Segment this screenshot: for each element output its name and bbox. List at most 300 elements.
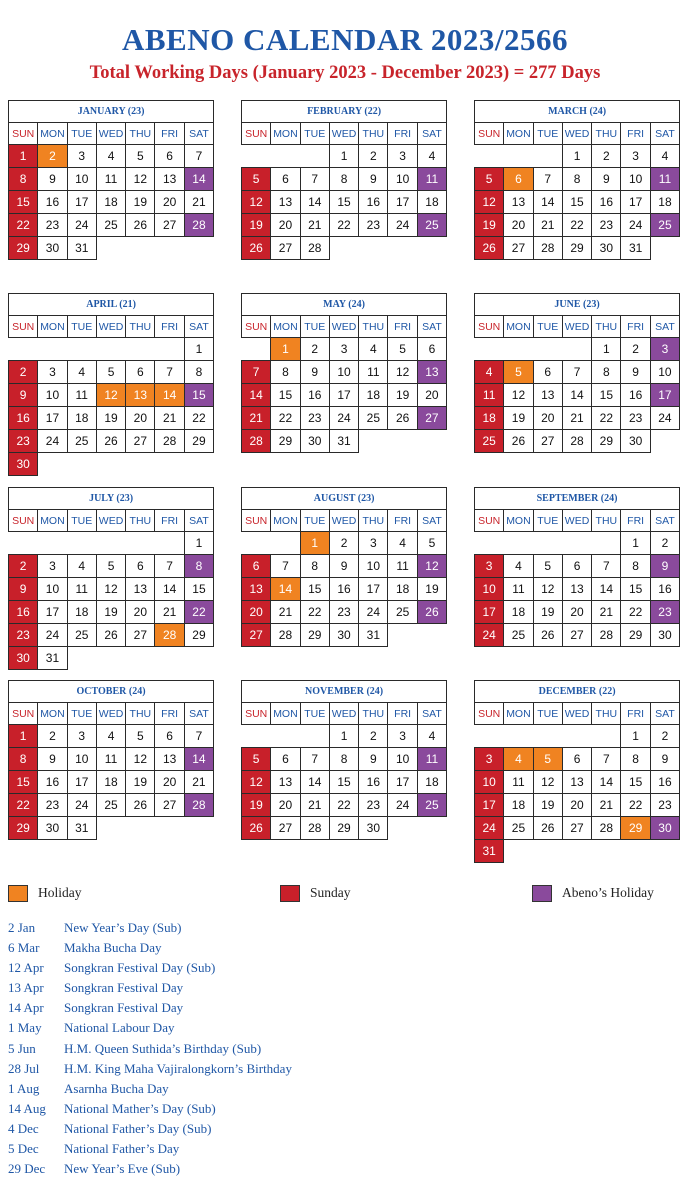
day-cell: 6 bbox=[126, 361, 155, 384]
day-cell: 2 bbox=[38, 725, 67, 748]
day-cell: 26 bbox=[126, 794, 155, 817]
weekday-header: MON bbox=[271, 510, 300, 532]
day-cell: 19 bbox=[126, 771, 155, 794]
day-cell: 5 bbox=[242, 168, 271, 191]
day-cell: 30 bbox=[300, 430, 329, 453]
day-cell: 17 bbox=[475, 794, 504, 817]
day-cell: 8 bbox=[329, 168, 358, 191]
weekday-header: SUN bbox=[242, 510, 271, 532]
day-cell: 18 bbox=[417, 191, 446, 214]
day-cell: 20 bbox=[155, 191, 184, 214]
day-cell: 13 bbox=[562, 578, 591, 601]
day-cell: 25 bbox=[504, 624, 533, 647]
day-cell: 31 bbox=[38, 647, 67, 670]
day-cell: 24 bbox=[475, 817, 504, 840]
month-1 bbox=[241, 100, 446, 260]
holiday-row bbox=[8, 918, 292, 938]
legend-sunday bbox=[280, 883, 351, 903]
day-cell: 8 bbox=[184, 555, 213, 578]
day-cell: 3 bbox=[388, 145, 417, 168]
day-cell: 19 bbox=[242, 794, 271, 817]
weekday-header: THU bbox=[126, 123, 155, 145]
day-cell: 15 bbox=[9, 771, 38, 794]
day-cell: 23 bbox=[329, 601, 358, 624]
day-cell: 18 bbox=[650, 191, 679, 214]
day-cell: 28 bbox=[592, 817, 621, 840]
weekday-header: THU bbox=[592, 123, 621, 145]
day-cell: 18 bbox=[504, 794, 533, 817]
weekday-header: WED bbox=[96, 123, 125, 145]
weekday-header: WED bbox=[562, 316, 591, 338]
day-cell: 7 bbox=[184, 145, 213, 168]
day-cell: 20 bbox=[271, 794, 300, 817]
day-cell: 23 bbox=[38, 214, 67, 237]
day-cell: 25 bbox=[96, 214, 125, 237]
day-cell: 28 bbox=[592, 624, 621, 647]
day-cell: 18 bbox=[96, 191, 125, 214]
day-cell: 22 bbox=[9, 794, 38, 817]
day-cell: 3 bbox=[388, 725, 417, 748]
abeno-swatch bbox=[532, 885, 552, 902]
day-cell: 29 bbox=[184, 624, 213, 647]
day-cell: 30 bbox=[9, 647, 38, 670]
weekday-header: FRI bbox=[155, 510, 184, 532]
day-cell: 19 bbox=[533, 794, 562, 817]
weekday-header: SUN bbox=[242, 123, 271, 145]
weekday-header: FRI bbox=[621, 510, 650, 532]
day-cell: 20 bbox=[155, 771, 184, 794]
day-cell: 15 bbox=[592, 384, 621, 407]
day-cell: 25 bbox=[388, 601, 417, 624]
day-cell: 16 bbox=[38, 191, 67, 214]
month-title: APRIL (21) bbox=[9, 294, 214, 316]
month-title: JUNE (23) bbox=[475, 294, 680, 316]
day-cell: 21 bbox=[300, 214, 329, 237]
day-cell: 17 bbox=[359, 578, 388, 601]
holiday-name: Songkran Festival Day bbox=[64, 1000, 184, 1016]
day-cell: 27 bbox=[562, 624, 591, 647]
day-cell: 23 bbox=[621, 407, 650, 430]
month-title: DECEMBER (22) bbox=[475, 681, 680, 703]
day-cell: 1 bbox=[9, 725, 38, 748]
holiday-date: 1 Aug bbox=[8, 1080, 40, 1096]
holiday-date: 5 Jun bbox=[8, 1040, 36, 1056]
sunday-swatch bbox=[280, 885, 300, 902]
day-cell: 5 bbox=[96, 361, 125, 384]
day-cell: 16 bbox=[650, 578, 679, 601]
weekday-header: THU bbox=[359, 316, 388, 338]
day-cell: 23 bbox=[300, 407, 329, 430]
holiday-name: H.M. King Maha Vajiralongkorn’s Birthday bbox=[64, 1060, 292, 1076]
weekday-header: SAT bbox=[184, 703, 213, 725]
legend-abeno-label: Abeno’s Holiday bbox=[562, 885, 654, 900]
day-cell: 22 bbox=[329, 214, 358, 237]
day-cell: 8 bbox=[184, 361, 213, 384]
day-cell: 4 bbox=[96, 145, 125, 168]
day-cell: 16 bbox=[650, 771, 679, 794]
weekday-header: SAT bbox=[417, 123, 446, 145]
day-cell: 28 bbox=[562, 430, 591, 453]
month-9 bbox=[8, 680, 213, 840]
month-title: MAY (24) bbox=[242, 294, 447, 316]
day-cell: 7 bbox=[155, 361, 184, 384]
day-cell: 9 bbox=[300, 361, 329, 384]
day-cell: 25 bbox=[67, 624, 96, 647]
day-cell: 24 bbox=[388, 214, 417, 237]
day-cell: 22 bbox=[562, 214, 591, 237]
day-cell: 5 bbox=[417, 532, 446, 555]
day-cell: 20 bbox=[533, 407, 562, 430]
weekday-header: THU bbox=[592, 703, 621, 725]
calendar-title: ABENO CALENDAR 2023/2566 bbox=[121, 22, 569, 57]
day-cell: 20 bbox=[126, 601, 155, 624]
day-cell: 3 bbox=[329, 338, 358, 361]
weekday-header: TUE bbox=[533, 510, 562, 532]
day-cell: 28 bbox=[242, 430, 271, 453]
day-cell: 3 bbox=[38, 361, 67, 384]
day-cell: 14 bbox=[592, 578, 621, 601]
day-cell: 14 bbox=[562, 384, 591, 407]
day-cell: 1 bbox=[300, 532, 329, 555]
day-cell: 16 bbox=[9, 407, 38, 430]
day-cell: 9 bbox=[650, 748, 679, 771]
day-cell: 11 bbox=[388, 555, 417, 578]
weekday-header: MON bbox=[504, 316, 533, 338]
day-cell: 25 bbox=[96, 794, 125, 817]
day-cell: 29 bbox=[329, 817, 358, 840]
day-cell: 1 bbox=[271, 338, 300, 361]
day-cell: 29 bbox=[592, 430, 621, 453]
day-cell: 6 bbox=[155, 145, 184, 168]
holiday-date: 14 Aug bbox=[8, 1100, 46, 1116]
day-cell: 18 bbox=[96, 771, 125, 794]
day-cell: 17 bbox=[388, 771, 417, 794]
day-cell: 18 bbox=[388, 578, 417, 601]
day-cell: 4 bbox=[96, 725, 125, 748]
weekday-header: SUN bbox=[9, 123, 38, 145]
holiday-name: National Mather’s Day (Sub) bbox=[64, 1100, 216, 1116]
weekday-header: SUN bbox=[242, 316, 271, 338]
day-cell: 11 bbox=[67, 384, 96, 407]
day-cell: 27 bbox=[271, 817, 300, 840]
day-cell: 24 bbox=[329, 407, 358, 430]
day-cell: 24 bbox=[475, 624, 504, 647]
weekday-header: MON bbox=[271, 316, 300, 338]
holiday-name: Songkran Festival Day (Sub) bbox=[64, 960, 216, 976]
legend-abeno bbox=[532, 883, 654, 903]
holiday-list bbox=[8, 918, 292, 1179]
day-cell: 17 bbox=[67, 191, 96, 214]
weekday-header: FRI bbox=[621, 703, 650, 725]
day-cell: 16 bbox=[359, 771, 388, 794]
legend-holiday-label: Holiday bbox=[38, 885, 82, 900]
day-cell: 19 bbox=[475, 214, 504, 237]
month-title: JANUARY (23) bbox=[9, 101, 214, 123]
day-cell: 5 bbox=[96, 555, 125, 578]
day-cell: 12 bbox=[475, 191, 504, 214]
day-cell: 29 bbox=[621, 624, 650, 647]
day-cell: 11 bbox=[650, 168, 679, 191]
day-cell: 3 bbox=[67, 725, 96, 748]
day-cell: 13 bbox=[562, 771, 591, 794]
day-cell: 6 bbox=[417, 338, 446, 361]
day-cell: 5 bbox=[533, 748, 562, 771]
day-cell: 4 bbox=[388, 532, 417, 555]
day-cell: 23 bbox=[359, 214, 388, 237]
weekday-header: TUE bbox=[300, 703, 329, 725]
day-cell: 30 bbox=[9, 453, 38, 476]
day-cell: 7 bbox=[562, 361, 591, 384]
holiday-name: Asarnha Bucha Day bbox=[64, 1080, 169, 1096]
day-cell: 4 bbox=[67, 555, 96, 578]
day-cell: 10 bbox=[38, 578, 67, 601]
day-cell: 28 bbox=[184, 794, 213, 817]
day-cell: 19 bbox=[96, 407, 125, 430]
day-cell: 12 bbox=[533, 578, 562, 601]
day-cell: 7 bbox=[300, 748, 329, 771]
holiday-date: 12 Apr bbox=[8, 960, 44, 976]
weekday-header: WED bbox=[329, 123, 358, 145]
day-cell: 7 bbox=[242, 361, 271, 384]
weekday-header: WED bbox=[329, 510, 358, 532]
day-cell: 22 bbox=[329, 794, 358, 817]
day-cell: 27 bbox=[562, 817, 591, 840]
day-cell: 22 bbox=[621, 794, 650, 817]
weekday-header: THU bbox=[359, 123, 388, 145]
day-cell: 22 bbox=[621, 601, 650, 624]
day-cell: 4 bbox=[504, 555, 533, 578]
day-cell: 8 bbox=[329, 748, 358, 771]
weekday-header: THU bbox=[592, 316, 621, 338]
day-cell: 29 bbox=[9, 237, 38, 260]
day-cell: 1 bbox=[329, 145, 358, 168]
day-cell: 12 bbox=[242, 771, 271, 794]
day-cell: 4 bbox=[417, 145, 446, 168]
day-cell: 27 bbox=[417, 407, 446, 430]
holiday-row bbox=[8, 978, 292, 998]
day-cell: 24 bbox=[388, 794, 417, 817]
day-cell: 26 bbox=[533, 624, 562, 647]
month-11 bbox=[474, 680, 679, 863]
day-cell: 29 bbox=[621, 817, 650, 840]
day-cell: 19 bbox=[388, 384, 417, 407]
day-cell: 13 bbox=[126, 384, 155, 407]
day-cell: 21 bbox=[592, 794, 621, 817]
day-cell: 14 bbox=[155, 578, 184, 601]
day-cell: 21 bbox=[242, 407, 271, 430]
day-cell: 4 bbox=[475, 361, 504, 384]
day-cell: 18 bbox=[67, 601, 96, 624]
day-cell: 25 bbox=[475, 430, 504, 453]
day-cell: 13 bbox=[242, 578, 271, 601]
day-cell: 6 bbox=[242, 555, 271, 578]
month-title: SEPTEMBER (24) bbox=[475, 488, 680, 510]
day-cell: 7 bbox=[184, 725, 213, 748]
day-cell: 19 bbox=[417, 578, 446, 601]
day-cell: 2 bbox=[359, 145, 388, 168]
day-cell: 9 bbox=[592, 168, 621, 191]
day-cell: 11 bbox=[504, 578, 533, 601]
day-cell: 21 bbox=[155, 407, 184, 430]
day-cell: 4 bbox=[504, 748, 533, 771]
day-cell: 14 bbox=[271, 578, 300, 601]
holiday-row bbox=[8, 958, 292, 978]
day-cell: 18 bbox=[475, 407, 504, 430]
day-cell: 25 bbox=[67, 430, 96, 453]
month-4 bbox=[241, 293, 446, 453]
day-cell: 8 bbox=[562, 168, 591, 191]
holiday-row bbox=[8, 1079, 292, 1099]
day-cell: 9 bbox=[359, 168, 388, 191]
day-cell: 28 bbox=[155, 624, 184, 647]
holiday-row bbox=[8, 1099, 292, 1119]
day-cell: 10 bbox=[475, 578, 504, 601]
weekday-header: WED bbox=[562, 703, 591, 725]
month-10 bbox=[241, 680, 446, 840]
day-cell: 24 bbox=[67, 794, 96, 817]
day-cell: 16 bbox=[38, 771, 67, 794]
weekday-header: SUN bbox=[475, 703, 504, 725]
month-title: FEBRUARY (22) bbox=[242, 101, 447, 123]
month-5 bbox=[474, 293, 679, 453]
day-cell: 14 bbox=[184, 748, 213, 771]
day-cell: 20 bbox=[562, 601, 591, 624]
day-cell: 17 bbox=[38, 601, 67, 624]
day-cell: 22 bbox=[184, 601, 213, 624]
weekday-header: SAT bbox=[650, 510, 679, 532]
day-cell: 4 bbox=[359, 338, 388, 361]
day-cell: 23 bbox=[592, 214, 621, 237]
day-cell: 21 bbox=[300, 794, 329, 817]
day-cell: 18 bbox=[67, 407, 96, 430]
weekday-header: TUE bbox=[300, 510, 329, 532]
day-cell: 27 bbox=[533, 430, 562, 453]
day-cell: 10 bbox=[388, 168, 417, 191]
day-cell: 5 bbox=[126, 145, 155, 168]
day-cell: 28 bbox=[271, 624, 300, 647]
day-cell: 5 bbox=[504, 361, 533, 384]
month-title: NOVEMBER (24) bbox=[242, 681, 447, 703]
day-cell: 2 bbox=[9, 555, 38, 578]
day-cell: 22 bbox=[592, 407, 621, 430]
weekday-header: MON bbox=[38, 510, 67, 532]
day-cell: 1 bbox=[184, 338, 213, 361]
day-cell: 2 bbox=[621, 338, 650, 361]
day-cell: 24 bbox=[67, 214, 96, 237]
working-days-subtitle: Total Working Days (January 2023 - December 2023) = 277 Days bbox=[89, 63, 601, 83]
day-cell: 14 bbox=[184, 168, 213, 191]
weekday-header: THU bbox=[126, 316, 155, 338]
day-cell: 26 bbox=[417, 601, 446, 624]
weekday-header: TUE bbox=[533, 123, 562, 145]
weekday-header: FRI bbox=[621, 123, 650, 145]
holiday-date: 29 Dec bbox=[8, 1161, 46, 1177]
day-cell: 24 bbox=[650, 407, 679, 430]
weekday-header: TUE bbox=[67, 510, 96, 532]
weekday-header: TUE bbox=[67, 123, 96, 145]
day-cell: 21 bbox=[184, 191, 213, 214]
day-cell: 30 bbox=[359, 817, 388, 840]
weekday-header: SUN bbox=[475, 510, 504, 532]
day-cell: 14 bbox=[300, 771, 329, 794]
holiday-date: 28 Jul bbox=[8, 1060, 40, 1076]
day-cell: 6 bbox=[562, 555, 591, 578]
day-cell: 1 bbox=[329, 725, 358, 748]
day-cell: 10 bbox=[329, 361, 358, 384]
day-cell: 12 bbox=[504, 384, 533, 407]
holiday-date: 6 Mar bbox=[8, 940, 40, 956]
day-cell: 17 bbox=[388, 191, 417, 214]
month-7 bbox=[241, 487, 446, 647]
day-cell: 11 bbox=[96, 748, 125, 771]
day-cell: 30 bbox=[650, 624, 679, 647]
day-cell: 10 bbox=[359, 555, 388, 578]
day-cell: 15 bbox=[329, 191, 358, 214]
day-cell: 2 bbox=[38, 145, 67, 168]
day-cell: 2 bbox=[359, 725, 388, 748]
day-cell: 22 bbox=[9, 214, 38, 237]
day-cell: 6 bbox=[562, 748, 591, 771]
day-cell: 13 bbox=[271, 771, 300, 794]
month-6 bbox=[8, 487, 213, 670]
day-cell: 12 bbox=[96, 384, 125, 407]
holiday-date: 14 Apr bbox=[8, 1000, 44, 1016]
day-cell: 1 bbox=[184, 532, 213, 555]
weekday-header: THU bbox=[359, 703, 388, 725]
day-cell: 21 bbox=[184, 771, 213, 794]
day-cell: 11 bbox=[96, 168, 125, 191]
day-cell: 16 bbox=[592, 191, 621, 214]
day-cell: 14 bbox=[242, 384, 271, 407]
weekday-header: SAT bbox=[417, 316, 446, 338]
day-cell: 8 bbox=[621, 748, 650, 771]
holiday-date: 1 May bbox=[8, 1020, 42, 1036]
weekday-header: TUE bbox=[300, 316, 329, 338]
day-cell: 31 bbox=[475, 840, 504, 863]
day-cell: 14 bbox=[155, 384, 184, 407]
day-cell: 5 bbox=[533, 555, 562, 578]
day-cell: 26 bbox=[388, 407, 417, 430]
day-cell: 8 bbox=[300, 555, 329, 578]
day-cell: 26 bbox=[126, 214, 155, 237]
day-cell: 11 bbox=[417, 168, 446, 191]
day-cell: 3 bbox=[475, 555, 504, 578]
weekday-header: FRI bbox=[388, 703, 417, 725]
day-cell: 10 bbox=[475, 771, 504, 794]
day-cell: 12 bbox=[388, 361, 417, 384]
day-cell: 1 bbox=[621, 725, 650, 748]
day-cell: 15 bbox=[562, 191, 591, 214]
day-cell: 16 bbox=[329, 578, 358, 601]
day-cell: 28 bbox=[533, 237, 562, 260]
day-cell: 26 bbox=[242, 237, 271, 260]
day-cell: 31 bbox=[329, 430, 358, 453]
holiday-name: Songkran Festival Day bbox=[64, 980, 184, 996]
day-cell: 3 bbox=[359, 532, 388, 555]
weekday-header: MON bbox=[38, 123, 67, 145]
day-cell: 7 bbox=[533, 168, 562, 191]
weekday-header: SUN bbox=[9, 316, 38, 338]
day-cell: 9 bbox=[9, 578, 38, 601]
holiday-row bbox=[8, 1159, 292, 1179]
day-cell: 30 bbox=[329, 624, 358, 647]
day-cell: 26 bbox=[475, 237, 504, 260]
day-cell: 24 bbox=[621, 214, 650, 237]
day-cell: 8 bbox=[9, 168, 38, 191]
day-cell: 27 bbox=[155, 794, 184, 817]
weekday-header: FRI bbox=[155, 703, 184, 725]
holiday-swatch bbox=[8, 885, 28, 902]
